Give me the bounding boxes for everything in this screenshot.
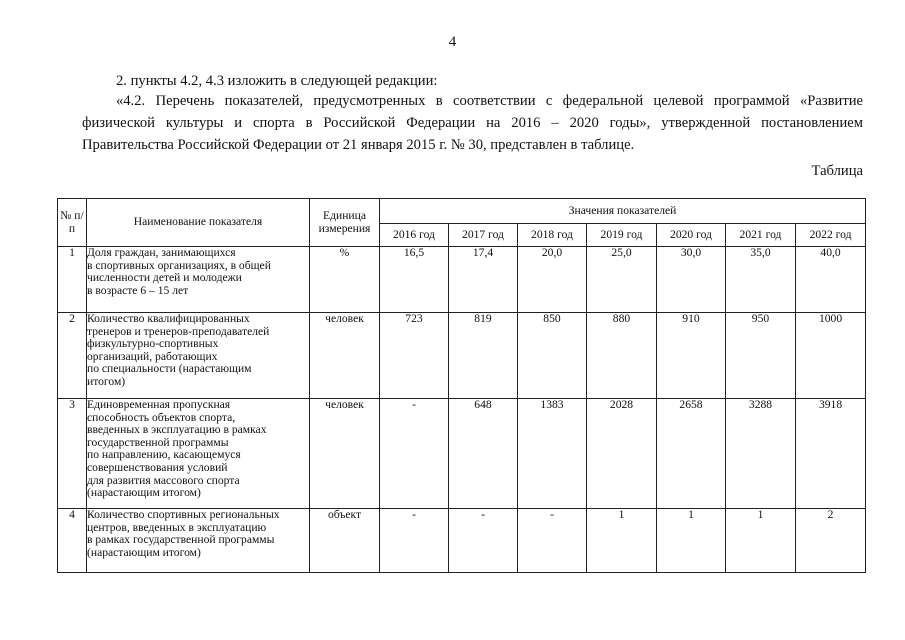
header-year: 2021 год [726, 224, 796, 247]
header-values: Значения показателей [380, 199, 866, 224]
indicator-name: Количество спортивных региональных центров, введенных в эксплуатацию в рамках государственной программы (нарастающим итогом) [87, 509, 310, 573]
table-row [58, 247, 866, 313]
indicator-value: 1 [657, 509, 726, 573]
indicator-value: - [518, 509, 587, 573]
indicator-unit: % [310, 247, 380, 313]
indicator-name: Единовременная пропускная способность объектов спорта, введенных в эксплуатацию в рамках государственной программы по направлению, касающемуся совершенствования условий для развития массового спорта (нарастающим итогом) [87, 399, 310, 509]
indicator-value: 40,0 [796, 247, 866, 313]
row-number: 2 [58, 313, 87, 399]
indicator-value: 17,4 [449, 247, 518, 313]
indicator-value: 20,0 [518, 247, 587, 313]
indicator-unit: человек [310, 399, 380, 509]
paragraph-amendment-intro: 2. пункты 4.2, 4.3 изложить в следующей редакции: [116, 73, 438, 89]
header-num: № п/п [58, 199, 87, 247]
indicator-value: 1 [587, 509, 657, 573]
table-row [58, 509, 866, 573]
indicator-value: 1000 [796, 313, 866, 399]
indicators-table [57, 198, 866, 573]
indicator-value: 2658 [657, 399, 726, 509]
table-row [58, 399, 866, 509]
indicator-value: 2 [796, 509, 866, 573]
header-year: 2016 год [380, 224, 449, 247]
header-year: 2022 год [796, 224, 866, 247]
indicator-name: Количество квалифицированных тренеров и тренеров-преподавателей физкультурно-спортивных организаций, работающих по специальности (нарастающим итогом) [87, 313, 310, 399]
header-year: 2020 год [657, 224, 726, 247]
indicator-unit: человек [310, 313, 380, 399]
page-number: 4 [448, 34, 457, 50]
table-row [58, 313, 866, 399]
indicator-value: 25,0 [587, 247, 657, 313]
table-caption: Таблица [811, 163, 863, 179]
indicator-value: - [380, 399, 449, 509]
header-unit: Единица измерения [310, 199, 380, 247]
header-row-top [58, 199, 866, 224]
indicator-value: 1383 [518, 399, 587, 509]
indicator-value: 850 [518, 313, 587, 399]
header-year: 2019 год [587, 224, 657, 247]
row-number: 3 [58, 399, 87, 509]
header-year: 2018 год [518, 224, 587, 247]
indicator-value: 910 [657, 313, 726, 399]
indicator-value: 3288 [726, 399, 796, 509]
indicator-value: 819 [449, 313, 518, 399]
indicator-value: 30,0 [657, 247, 726, 313]
indicator-value: 16,5 [380, 247, 449, 313]
indicator-value: 2028 [587, 399, 657, 509]
indicator-value: 35,0 [726, 247, 796, 313]
indicator-value: 648 [449, 399, 518, 509]
indicator-value: 880 [587, 313, 657, 399]
indicator-value: 723 [380, 313, 449, 399]
indicator-value: 950 [726, 313, 796, 399]
indicator-name: Доля граждан, занимающихся в спортивных организациях, в общей численности детей и молодежи в возрасте 6 – 15 лет [87, 247, 310, 313]
indicator-unit: объект [310, 509, 380, 573]
indicator-value: 1 [726, 509, 796, 573]
header-year: 2017 год [449, 224, 518, 247]
header-name: Наименование показателя [87, 199, 310, 247]
row-number: 1 [58, 247, 87, 313]
paragraph-indicator-list: «4.2. Перечень показателей, предусмотренных в соответствии с федеральной целевой программой «Развитие физической культуры и спорта в Российской Федерации на 2016 – 2020 годы», утвержденной постановлением Правительства Российской Федерации от 21 января 2015 г. № 30, представлен в таблице. [82, 93, 863, 153]
indicator-value: - [380, 509, 449, 573]
indicator-value: 3918 [796, 399, 866, 509]
row-number: 4 [58, 509, 87, 573]
indicator-value: - [449, 509, 518, 573]
